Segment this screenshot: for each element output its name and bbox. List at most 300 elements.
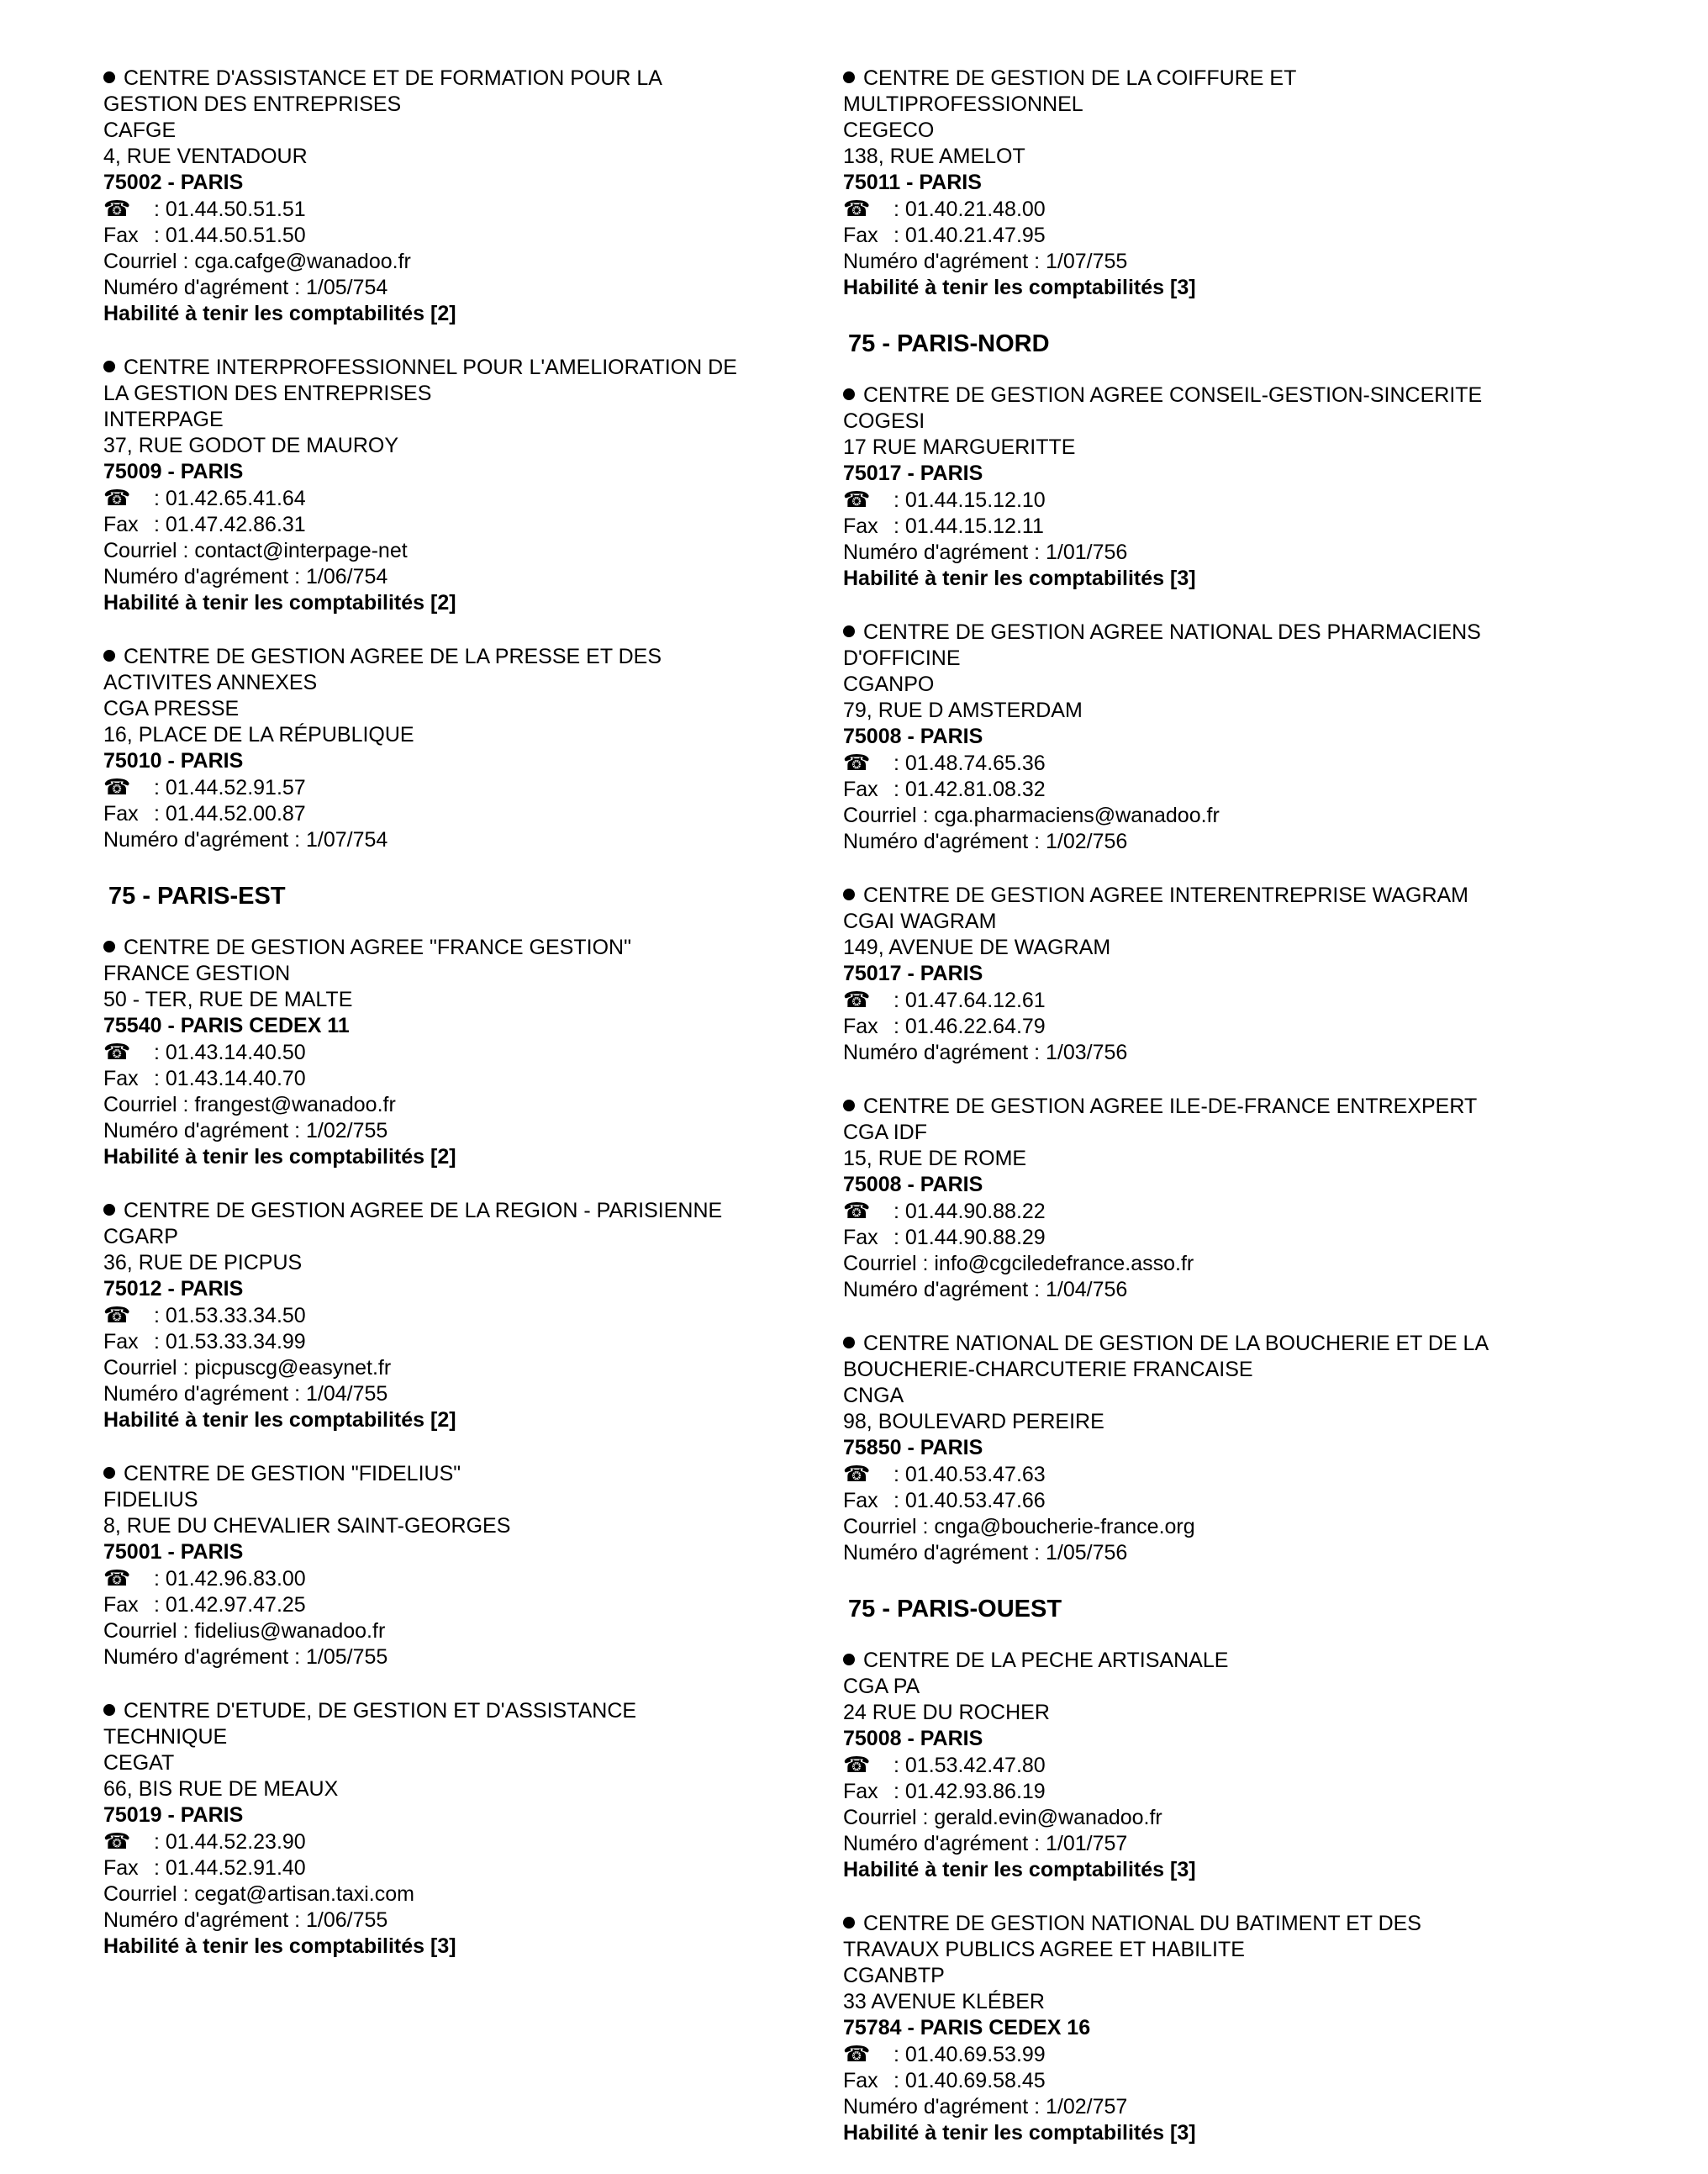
bullet-icon xyxy=(843,1654,855,1665)
entry-agrement xyxy=(103,1118,860,1144)
bullet-icon xyxy=(103,71,115,83)
entry-agrement xyxy=(843,1277,1600,1303)
agrement-label: Numéro d'agrément : xyxy=(843,830,1041,853)
section-heading: 75 - PARIS-OUEST xyxy=(848,1596,1062,1623)
entry-city: 75012 - PARIS xyxy=(103,1277,244,1301)
entry-phone xyxy=(843,750,1600,777)
email-label: Courriel : xyxy=(103,1882,189,1906)
entry-name-line xyxy=(103,935,860,961)
entry-phone xyxy=(843,487,1600,514)
fax-number: : 01.43.14.40.70 xyxy=(154,1067,306,1090)
entry-acronym: CGAI WAGRAM xyxy=(843,910,997,933)
fax-number: : 01.42.93.86.19 xyxy=(894,1780,1046,1803)
entry-city: 75001 - PARIS xyxy=(103,1540,244,1564)
entry-address: 79, RUE D AMSTERDAM xyxy=(843,699,1083,722)
entry-fax xyxy=(103,223,860,249)
phone-number: : 01.44.52.91.57 xyxy=(154,776,306,799)
phone-number: : 01.44.90.88.22 xyxy=(894,1200,1046,1223)
bullet-icon xyxy=(103,650,115,662)
fax-number: : 01.47.42.86.31 xyxy=(154,513,306,536)
telephone-icon: ☎ xyxy=(843,196,871,221)
entry-habilite: Habilité à tenir les comptabilités [2] xyxy=(103,1408,456,1432)
agrement-label: Numéro d'agrément : xyxy=(103,276,301,299)
directory-entry xyxy=(103,355,860,616)
entry-email xyxy=(103,1618,860,1644)
entry-phone xyxy=(843,1752,1600,1779)
entry-name-text: CENTRE D'ASSISTANCE ET DE FORMATION POUR LA xyxy=(124,66,662,90)
directory-entry xyxy=(843,883,1600,1066)
email-label: Courriel : xyxy=(843,804,929,827)
section-heading: 75 - PARIS-EST xyxy=(108,883,286,910)
entry-name-text: D'OFFICINE xyxy=(843,646,961,670)
entry-agrement xyxy=(843,2094,1600,2120)
entry-phone xyxy=(103,1039,860,1066)
agrement-label: Numéro d'agrément : xyxy=(843,1041,1041,1064)
entry-phone xyxy=(843,987,1600,1014)
entry-name-text: CENTRE DE GESTION AGREE ILE-DE-FRANCE ENTREXPERT xyxy=(863,1095,1478,1118)
entry-name-line xyxy=(843,1357,1600,1383)
entry-name-line xyxy=(103,66,860,92)
entry-name-line xyxy=(103,1724,860,1750)
fax-label: Fax xyxy=(843,2069,878,2092)
entry-address: 24 RUE DU ROCHER xyxy=(843,1701,1050,1724)
fax-number: : 01.40.69.58.45 xyxy=(894,2069,1046,2092)
bullet-icon xyxy=(103,1704,115,1716)
directory-entry xyxy=(843,66,1600,301)
entry-agrement xyxy=(843,1040,1600,1066)
email-address[interactable]: picpuscg@easynet.fr xyxy=(194,1356,392,1380)
directory-entry xyxy=(843,383,1600,592)
email-label: Courriel : xyxy=(103,539,189,562)
entry-name-text: BOUCHERIE-CHARCUTERIE FRANCAISE xyxy=(843,1358,1253,1381)
entry-phone xyxy=(103,1302,860,1329)
email-address[interactable]: cnga@boucherie-france.org xyxy=(934,1515,1195,1538)
telephone-icon: ☎ xyxy=(843,1198,871,1223)
entry-email xyxy=(103,1092,860,1118)
agrement-label: Numéro d'agrément : xyxy=(843,1832,1041,1855)
entry-name-line xyxy=(843,1937,1600,1963)
telephone-icon: ☎ xyxy=(843,2041,871,2066)
telephone-icon: ☎ xyxy=(843,987,871,1012)
entry-habilite: Habilité à tenir les comptabilités [3] xyxy=(843,567,1196,590)
fax-label: Fax xyxy=(103,1856,139,1880)
entry-name-line xyxy=(103,644,860,670)
agrement-number: 1/02/757 xyxy=(1046,2095,1128,2119)
fax-number: : 01.44.50.51.50 xyxy=(154,224,306,247)
fax-number: : 01.53.33.34.99 xyxy=(154,1330,306,1353)
bullet-icon xyxy=(843,1917,855,1929)
phone-number: : 01.40.53.47.63 xyxy=(894,1463,1046,1486)
entry-agrement xyxy=(103,1644,860,1670)
entry-city: 75017 - PARIS xyxy=(843,462,983,485)
entry-habilite: Habilité à tenir les comptabilités [3] xyxy=(103,1934,456,1958)
entry-acronym: CNGA xyxy=(843,1384,904,1407)
entry-name-line xyxy=(843,66,1600,92)
entry-fax xyxy=(103,1855,860,1881)
telephone-icon: ☎ xyxy=(103,1565,131,1591)
fax-label: Fax xyxy=(843,778,878,801)
email-address[interactable]: frangest@wanadoo.fr xyxy=(194,1093,396,1116)
directory-entry xyxy=(103,935,860,1170)
telephone-icon: ☎ xyxy=(843,1461,871,1486)
entry-agrement xyxy=(103,827,860,853)
telephone-icon: ☎ xyxy=(103,1828,131,1854)
entry-city: 75019 - PARIS xyxy=(103,1803,244,1827)
directory-entry xyxy=(843,1094,1600,1303)
entry-habilite: Habilité à tenir les comptabilités [2] xyxy=(103,302,456,325)
entry-habilite: Habilité à tenir les comptabilités [3] xyxy=(843,276,1196,299)
entry-name-text: CENTRE DE GESTION AGREE DE LA REGION - PARISIENNE xyxy=(124,1199,723,1222)
entry-name-text: LA GESTION DES ENTREPRISES xyxy=(103,382,432,405)
phone-number: : 01.48.74.65.36 xyxy=(894,752,1046,775)
email-address[interactable]: info@cgciledefrance.asso.fr xyxy=(934,1252,1194,1275)
directory-entry xyxy=(843,1911,1600,2146)
fax-label: Fax xyxy=(843,1226,878,1249)
directory-entry xyxy=(103,66,860,327)
entry-name-text: CENTRE DE GESTION AGREE NATIONAL DES PHARMACIENS xyxy=(863,620,1481,644)
agrement-label: Numéro d'agrément : xyxy=(843,2095,1041,2119)
entry-name-line xyxy=(103,381,860,407)
entry-name-line xyxy=(103,1198,860,1224)
entry-email xyxy=(843,1514,1600,1540)
entry-city: 75009 - PARIS xyxy=(103,460,244,483)
agrement-number: 1/05/754 xyxy=(306,276,388,299)
entry-acronym: COGESI xyxy=(843,409,925,433)
entry-acronym: CGA IDF xyxy=(843,1121,928,1144)
entry-acronym: CEGECO xyxy=(843,119,935,142)
phone-number: : 01.53.33.34.50 xyxy=(154,1304,306,1327)
bullet-icon xyxy=(843,1100,855,1111)
entry-name-line xyxy=(843,92,1600,118)
entry-name-text: CENTRE NATIONAL DE GESTION DE LA BOUCHERIE ET DE LA xyxy=(863,1332,1489,1355)
email-address[interactable]: contact@interpage-net xyxy=(194,539,408,562)
bullet-icon xyxy=(843,388,855,400)
entry-fax xyxy=(843,1779,1600,1805)
entry-email xyxy=(843,1251,1600,1277)
bullet-icon xyxy=(843,625,855,637)
directory-entry xyxy=(103,1461,860,1670)
entry-habilite: Habilité à tenir les comptabilités [3] xyxy=(843,2121,1196,2145)
entry-email xyxy=(843,803,1600,829)
fax-label: Fax xyxy=(103,1593,139,1617)
entry-agrement xyxy=(103,1908,860,1934)
entry-agrement xyxy=(843,540,1600,566)
entry-acronym: CGANBTP xyxy=(843,1964,945,1987)
fax-number: : 01.42.97.47.25 xyxy=(154,1593,306,1617)
entry-address: 17 RUE MARGUERITTE xyxy=(843,435,1076,459)
email-address[interactable]: cga.cafge@wanadoo.fr xyxy=(194,250,411,273)
entry-email xyxy=(843,1805,1600,1831)
agrement-number: 1/06/755 xyxy=(306,1908,388,1932)
entry-acronym: CGANPO xyxy=(843,673,935,696)
entry-address: 37, RUE GODOT DE MAUROY xyxy=(103,434,398,457)
entry-agrement xyxy=(843,1831,1600,1857)
entry-phone xyxy=(843,196,1600,223)
entry-email xyxy=(103,538,860,564)
entry-habilite: Habilité à tenir les comptabilités [2] xyxy=(103,591,456,615)
agrement-label: Numéro d'agrément : xyxy=(103,1119,301,1142)
entry-address: 138, RUE AMELOT xyxy=(843,145,1025,168)
bullet-icon xyxy=(843,71,855,83)
phone-number: : 01.43.14.40.50 xyxy=(154,1041,306,1064)
entry-name-text: CENTRE DE GESTION AGREE DE LA PRESSE ET DES xyxy=(124,645,662,668)
agrement-number: 1/02/755 xyxy=(306,1119,388,1142)
entry-name-line xyxy=(843,1648,1600,1674)
right-column xyxy=(843,66,1600,2174)
agrement-number: 1/02/756 xyxy=(1046,830,1128,853)
entry-name-text: CENTRE INTERPROFESSIONNEL POUR L'AMELIORATION DE xyxy=(124,356,737,379)
agrement-label: Numéro d'agrément : xyxy=(843,541,1041,564)
fax-number: : 01.40.21.47.95 xyxy=(894,224,1046,247)
entry-name-text: CENTRE DE GESTION AGREE INTERENTREPRISE WAGRAM xyxy=(863,884,1468,907)
entry-fax xyxy=(843,2068,1600,2094)
left-column xyxy=(103,66,860,1987)
phone-number: : 01.47.64.12.61 xyxy=(894,989,1046,1012)
bullet-icon xyxy=(103,361,115,372)
agrement-number: 1/05/755 xyxy=(306,1645,388,1669)
agrement-number: 1/04/756 xyxy=(1046,1278,1128,1301)
email-address[interactable]: fidelius@wanadoo.fr xyxy=(194,1619,386,1643)
entry-acronym: FRANCE GESTION xyxy=(103,962,291,985)
fax-label: Fax xyxy=(103,513,139,536)
entry-city: 75010 - PARIS xyxy=(103,749,244,773)
email-label: Courriel : xyxy=(843,1806,929,1829)
entry-city: 75540 - PARIS CEDEX 11 xyxy=(103,1014,350,1037)
bullet-icon xyxy=(843,889,855,900)
email-address[interactable]: cga.pharmaciens@wanadoo.fr xyxy=(934,804,1220,827)
email-label: Courriel : xyxy=(843,1252,929,1275)
entry-city: 75011 - PARIS xyxy=(843,171,982,194)
agrement-label: Numéro d'agrément : xyxy=(843,1278,1041,1301)
directory-entry xyxy=(103,1698,860,1960)
agrement-label: Numéro d'agrément : xyxy=(103,1645,301,1669)
fax-number: : 01.40.53.47.66 xyxy=(894,1489,1046,1512)
entry-address: 15, RUE DE ROME xyxy=(843,1147,1027,1170)
fax-label: Fax xyxy=(843,1780,878,1803)
phone-number: : 01.40.21.48.00 xyxy=(894,198,1046,221)
agrement-number: 1/07/755 xyxy=(1046,250,1128,273)
agrement-label: Numéro d'agrément : xyxy=(103,1908,301,1932)
entry-name-text: ACTIVITES ANNEXES xyxy=(103,671,318,694)
bullet-icon xyxy=(843,1337,855,1348)
entry-name-line xyxy=(103,670,860,696)
email-label: Courriel : xyxy=(103,1356,189,1380)
fax-number: : 01.46.22.64.79 xyxy=(894,1015,1046,1038)
entry-name-text: CENTRE D'ETUDE, DE GESTION ET D'ASSISTANCE xyxy=(124,1699,637,1723)
fax-label: Fax xyxy=(103,802,139,826)
entry-phone xyxy=(103,196,860,223)
entry-name-text: CENTRE DE GESTION NATIONAL DU BATIMENT ET DES xyxy=(863,1912,1421,1935)
entry-habilite: Habilité à tenir les comptabilités [2] xyxy=(103,1145,456,1169)
directory-entry xyxy=(103,644,860,853)
phone-number: : 01.40.69.53.99 xyxy=(894,2043,1046,2066)
email-label: Courriel : xyxy=(843,1515,929,1538)
entry-acronym: CGARP xyxy=(103,1225,178,1248)
entry-acronym: CGA PRESSE xyxy=(103,697,240,720)
telephone-icon: ☎ xyxy=(843,1752,871,1777)
entry-address: 98, BOULEVARD PEREIRE xyxy=(843,1410,1104,1433)
email-label: Courriel : xyxy=(103,250,189,273)
directory-entry xyxy=(843,1331,1600,1566)
phone-number: : 01.44.52.23.90 xyxy=(154,1830,306,1854)
email-address[interactable]: gerald.evin@wanadoo.fr xyxy=(934,1806,1162,1829)
entry-habilite: Habilité à tenir les comptabilités [3] xyxy=(843,1858,1196,1881)
agrement-number: 1/01/756 xyxy=(1046,541,1128,564)
entry-fax xyxy=(843,1488,1600,1514)
entry-name-text: CENTRE DE GESTION "FIDELIUS" xyxy=(124,1462,461,1485)
entry-acronym: CAFGE xyxy=(103,119,177,142)
entry-name-line xyxy=(103,355,860,381)
phone-number: : 01.44.15.12.10 xyxy=(894,488,1046,512)
agrement-number: 1/07/754 xyxy=(306,828,388,852)
bullet-icon xyxy=(103,1204,115,1216)
fax-number: : 01.44.90.88.29 xyxy=(894,1226,1046,1249)
entry-phone xyxy=(843,2041,1600,2068)
entry-name-text: CENTRE DE LA PECHE ARTISANALE xyxy=(863,1649,1229,1672)
entry-city: 75850 - PARIS xyxy=(843,1436,983,1459)
phone-number: : 01.42.96.83.00 xyxy=(154,1567,306,1591)
fax-number: : 01.44.52.00.87 xyxy=(154,802,306,826)
entry-fax xyxy=(843,1225,1600,1251)
section-heading: 75 - PARIS-NORD xyxy=(848,330,1050,357)
entry-phone xyxy=(843,1461,1600,1488)
entry-email xyxy=(103,1355,860,1381)
entry-city: 75008 - PARIS xyxy=(843,1173,983,1196)
entry-name-line xyxy=(843,883,1600,909)
entry-acronym: FIDELIUS xyxy=(103,1488,198,1512)
directory-entry xyxy=(103,1198,860,1433)
agrement-label: Numéro d'agrément : xyxy=(103,828,301,852)
agrement-label: Numéro d'agrément : xyxy=(843,250,1041,273)
entry-name-line xyxy=(103,1698,860,1724)
fax-number: : 01.44.15.12.11 xyxy=(894,514,1044,538)
entry-acronym: INTERPAGE xyxy=(103,408,224,431)
entry-city: 75002 - PARIS xyxy=(103,171,244,194)
telephone-icon: ☎ xyxy=(103,1302,131,1327)
entry-address: 16, PLACE DE LA RÉPUBLIQUE xyxy=(103,723,414,747)
entry-fax xyxy=(103,512,860,538)
entry-name-line xyxy=(843,1911,1600,1937)
entry-city: 75008 - PARIS xyxy=(843,725,983,748)
entry-address: 8, RUE DU CHEVALIER SAINT-GEORGES xyxy=(103,1514,511,1538)
entry-fax xyxy=(103,1329,860,1355)
agrement-number: 1/04/755 xyxy=(306,1382,388,1406)
entry-phone xyxy=(103,774,860,801)
agrement-label: Numéro d'agrément : xyxy=(843,1541,1041,1565)
entry-name-line xyxy=(103,1461,860,1487)
entry-address: 33 AVENUE KLÉBER xyxy=(843,1990,1045,2013)
fax-label: Fax xyxy=(103,1067,139,1090)
entry-phone xyxy=(103,1565,860,1592)
entry-address: 36, RUE DE PICPUS xyxy=(103,1251,303,1274)
entry-name-line xyxy=(843,1331,1600,1357)
entry-fax xyxy=(843,1014,1600,1040)
phone-number: : 01.42.65.41.64 xyxy=(154,487,306,510)
entry-phone xyxy=(843,1198,1600,1225)
entry-name-text: TRAVAUX PUBLICS AGREE ET HABILITE xyxy=(843,1938,1245,1961)
telephone-icon: ☎ xyxy=(103,1039,131,1064)
entry-name-text: TECHNIQUE xyxy=(103,1725,228,1749)
telephone-icon: ☎ xyxy=(103,774,131,799)
email-address[interactable]: cegat@artisan.taxi.com xyxy=(194,1882,414,1906)
entry-name-line xyxy=(103,92,860,118)
entry-address: 66, BIS RUE DE MEAUX xyxy=(103,1777,339,1801)
fax-number: : 01.44.52.91.40 xyxy=(154,1856,306,1880)
entry-city: 75784 - PARIS CEDEX 16 xyxy=(843,2016,1091,2039)
agrement-number: 1/05/756 xyxy=(1046,1541,1128,1565)
entry-city: 75017 - PARIS xyxy=(843,962,983,985)
phone-number: : 01.53.42.47.80 xyxy=(894,1754,1046,1777)
entry-acronym: CEGAT xyxy=(103,1751,175,1775)
fax-label: Fax xyxy=(103,1330,139,1353)
entry-agrement xyxy=(843,249,1600,275)
entry-email xyxy=(103,249,860,275)
entry-fax xyxy=(103,801,860,827)
entry-agrement xyxy=(103,564,860,590)
telephone-icon: ☎ xyxy=(103,196,131,221)
agrement-number: 1/03/756 xyxy=(1046,1041,1128,1064)
entry-name-text: CENTRE DE GESTION AGREE CONSEIL-GESTION-SINCERITE xyxy=(863,383,1483,407)
entry-agrement xyxy=(843,1540,1600,1566)
directory-entry xyxy=(843,620,1600,855)
agrement-label: Numéro d'agrément : xyxy=(103,1382,301,1406)
entry-phone xyxy=(103,1828,860,1855)
agrement-number: 1/06/754 xyxy=(306,565,388,588)
telephone-icon: ☎ xyxy=(843,750,871,775)
entry-fax xyxy=(843,514,1600,540)
telephone-icon: ☎ xyxy=(103,485,131,510)
entry-name-text: MULTIPROFESSIONNEL xyxy=(843,92,1083,116)
email-label: Courriel : xyxy=(103,1093,189,1116)
entry-fax xyxy=(843,777,1600,803)
bullet-icon xyxy=(103,941,115,952)
email-label: Courriel : xyxy=(103,1619,189,1643)
entry-email xyxy=(103,1881,860,1908)
entry-name-line xyxy=(843,620,1600,646)
fax-number: : 01.42.81.08.32 xyxy=(894,778,1046,801)
agrement-label: Numéro d'agrément : xyxy=(103,565,301,588)
entry-name-text: CENTRE DE GESTION DE LA COIFFURE ET xyxy=(863,66,1297,90)
entry-fax xyxy=(103,1066,860,1092)
entry-address: 149, AVENUE DE WAGRAM xyxy=(843,936,1111,959)
telephone-icon: ☎ xyxy=(843,487,871,512)
entry-name-line xyxy=(843,646,1600,672)
agrement-number: 1/01/757 xyxy=(1046,1832,1128,1855)
entry-name-line xyxy=(843,383,1600,409)
entry-city: 75008 - PARIS xyxy=(843,1727,983,1750)
entry-agrement xyxy=(843,829,1600,855)
fax-label: Fax xyxy=(103,224,139,247)
entry-name-line xyxy=(843,1094,1600,1120)
entry-name-text: CENTRE DE GESTION AGREE "FRANCE GESTION" xyxy=(124,936,631,959)
fax-label: Fax xyxy=(843,1489,878,1512)
entry-acronym: CGA PA xyxy=(843,1675,920,1698)
entry-phone xyxy=(103,485,860,512)
entry-agrement xyxy=(103,275,860,301)
directory-entry xyxy=(843,1648,1600,1883)
entry-address: 4, RUE VENTADOUR xyxy=(103,145,308,168)
phone-number: : 01.44.50.51.51 xyxy=(154,198,306,221)
fax-label: Fax xyxy=(843,514,878,538)
fax-label: Fax xyxy=(843,224,878,247)
fax-label: Fax xyxy=(843,1015,878,1038)
entry-fax xyxy=(103,1592,860,1618)
bullet-icon xyxy=(103,1467,115,1479)
entry-name-text: GESTION DES ENTREPRISES xyxy=(103,92,402,116)
entry-fax xyxy=(843,223,1600,249)
entry-agrement xyxy=(103,1381,860,1407)
entry-address: 50 - TER, RUE DE MALTE xyxy=(103,988,353,1011)
